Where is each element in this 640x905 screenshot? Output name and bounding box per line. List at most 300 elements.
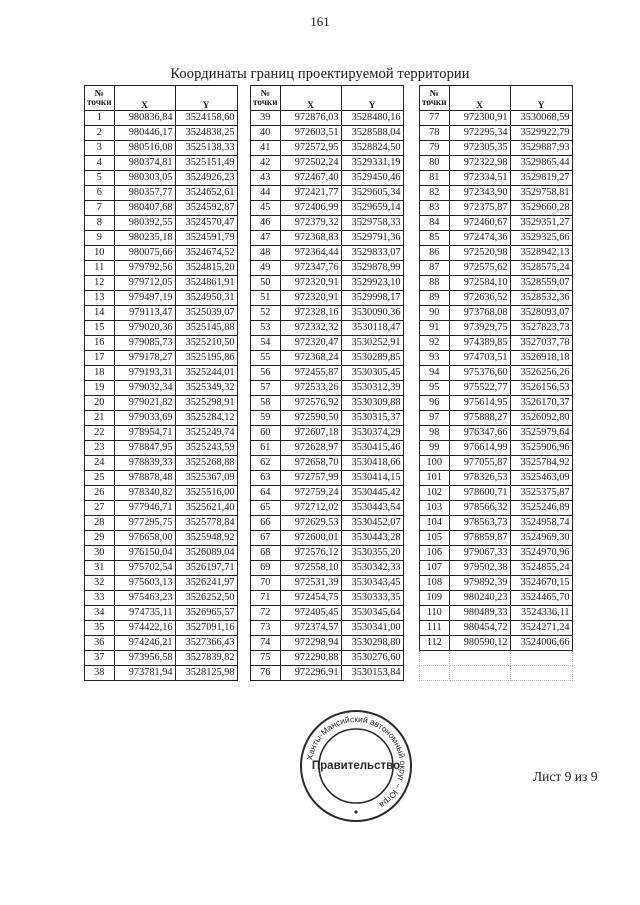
y-coordinate: 3530443,28 xyxy=(341,531,403,546)
y-coordinate: 3530252,91 xyxy=(341,336,403,351)
y-coordinate: 3525284,12 xyxy=(175,411,237,426)
table-row xyxy=(420,441,573,456)
table-row xyxy=(420,276,573,291)
point-number: 43 xyxy=(251,171,281,186)
x-coordinate: 972467,40 xyxy=(280,171,341,186)
y-coordinate: 3525516,00 xyxy=(175,486,237,501)
x-coordinate: 972474,36 xyxy=(449,231,510,246)
table-row xyxy=(85,321,238,336)
point-number: 87 xyxy=(420,261,450,276)
x-coordinate: 972572,95 xyxy=(280,141,341,156)
y-coordinate: 3529878,99 xyxy=(341,261,403,276)
x-coordinate: 972576,92 xyxy=(280,396,341,411)
x-coordinate: 979021,82 xyxy=(114,396,175,411)
y-coordinate: 3530298,80 xyxy=(341,636,403,651)
x-coordinate: 972320,47 xyxy=(280,336,341,351)
y-coordinate: 3530414,15 xyxy=(341,471,403,486)
x-coordinate: 972320,91 xyxy=(280,276,341,291)
table-row xyxy=(420,111,573,126)
x-coordinate: 972576,12 xyxy=(280,546,341,561)
x-coordinate: 975888,27 xyxy=(449,411,510,426)
point-number: 19 xyxy=(85,381,115,396)
y-coordinate: 3525948,92 xyxy=(175,531,237,546)
y-coordinate: 3526241,97 xyxy=(175,576,237,591)
point-number: 98 xyxy=(420,426,450,441)
point-number: 107 xyxy=(420,561,450,576)
x-coordinate: 980240,23 xyxy=(449,591,510,606)
y-coordinate: 3528942,13 xyxy=(510,246,572,261)
point-number: 102 xyxy=(420,486,450,501)
table-row xyxy=(420,666,573,681)
point-number: 109 xyxy=(420,591,450,606)
table-row xyxy=(251,366,404,381)
table-row xyxy=(251,396,404,411)
y-coordinate: 3530345,64 xyxy=(341,606,403,621)
table-row xyxy=(420,456,573,471)
x-coordinate: 974703,51 xyxy=(449,351,510,366)
table-row xyxy=(420,336,573,351)
y-coordinate: 3524970,96 xyxy=(510,546,572,561)
y-coordinate: 3529758,33 xyxy=(341,216,403,231)
table-row xyxy=(420,396,573,411)
table-row xyxy=(85,636,238,651)
point-number: 37 xyxy=(85,651,115,666)
point-number: 93 xyxy=(420,351,450,366)
table-row xyxy=(85,621,238,636)
table-row xyxy=(420,216,573,231)
point-number: 72 xyxy=(251,606,281,621)
y-coordinate: 3530343,45 xyxy=(341,576,403,591)
x-coordinate: 972502,24 xyxy=(280,156,341,171)
table-row xyxy=(420,591,573,606)
point-number: 45 xyxy=(251,201,281,216)
coordinates-table-3 xyxy=(419,85,573,681)
y-coordinate: 3530452,07 xyxy=(341,516,403,531)
point-number: 105 xyxy=(420,531,450,546)
x-coordinate: 976658,00 xyxy=(114,531,175,546)
point-number: 5 xyxy=(85,171,115,186)
table-row xyxy=(251,606,404,621)
table-row xyxy=(420,156,573,171)
x-coordinate: 978859,87 xyxy=(449,531,510,546)
table-row xyxy=(420,381,573,396)
x-coordinate: 979497,19 xyxy=(114,291,175,306)
point-number: 26 xyxy=(85,486,115,501)
table-row xyxy=(420,246,573,261)
y-coordinate: 3530374,29 xyxy=(341,426,403,441)
table-row xyxy=(251,171,404,186)
point-number: 20 xyxy=(85,396,115,411)
y-coordinate: 3526170,37 xyxy=(510,396,572,411)
x-coordinate: 972405,45 xyxy=(280,606,341,621)
point-number: 18 xyxy=(85,366,115,381)
y-coordinate: 3527823,73 xyxy=(510,321,572,336)
point-number: 95 xyxy=(420,381,450,396)
header-x: X xyxy=(449,86,510,111)
x-coordinate: 974246,21 xyxy=(114,636,175,651)
point-number: 71 xyxy=(251,591,281,606)
y-coordinate: 3525195,86 xyxy=(175,351,237,366)
table-row xyxy=(420,201,573,216)
table-row xyxy=(420,546,573,561)
x-coordinate: 972533,26 xyxy=(280,381,341,396)
point-number: 79 xyxy=(420,141,450,156)
point-number: 52 xyxy=(251,306,281,321)
y-coordinate: 3528480,16 xyxy=(341,111,403,126)
y-coordinate: 3529758,81 xyxy=(510,186,572,201)
point-number: 10 xyxy=(85,246,115,261)
table-row xyxy=(251,336,404,351)
point-number: 70 xyxy=(251,576,281,591)
y-coordinate: 3526256,26 xyxy=(510,366,572,381)
y-coordinate: 3527366,43 xyxy=(175,636,237,651)
table-row xyxy=(420,426,573,441)
y-coordinate: 3528093,07 xyxy=(510,306,572,321)
x-coordinate: 979020,36 xyxy=(114,321,175,336)
x-coordinate: 974735,11 xyxy=(114,606,175,621)
point-number xyxy=(420,666,450,681)
y-coordinate: 3525268,88 xyxy=(175,456,237,471)
y-coordinate: 3524006,66 xyxy=(510,636,572,651)
point-number: 47 xyxy=(251,231,281,246)
table-row xyxy=(85,576,238,591)
table-row xyxy=(251,486,404,501)
y-coordinate: 3524855,24 xyxy=(510,561,572,576)
header-x: X xyxy=(114,86,175,111)
point-number: 17 xyxy=(85,351,115,366)
y-coordinate: 3525778,84 xyxy=(175,516,237,531)
point-number: 35 xyxy=(85,621,115,636)
y-coordinate: 3529923,10 xyxy=(341,276,403,291)
table-row xyxy=(85,666,238,681)
x-coordinate: 972628,97 xyxy=(280,441,341,456)
table-row xyxy=(85,306,238,321)
y-coordinate: 3526156,53 xyxy=(510,381,572,396)
y-coordinate: 3530276,60 xyxy=(341,651,403,666)
table-row xyxy=(251,411,404,426)
table-row xyxy=(420,621,573,636)
point-number: 57 xyxy=(251,381,281,396)
x-coordinate: 980446,17 xyxy=(114,126,175,141)
x-coordinate: 972328,16 xyxy=(280,306,341,321)
x-coordinate: 979033,69 xyxy=(114,411,175,426)
header-y: Y xyxy=(510,86,572,111)
point-number: 2 xyxy=(85,126,115,141)
table-row xyxy=(85,516,238,531)
point-number: 34 xyxy=(85,606,115,621)
table-row xyxy=(420,561,573,576)
x-coordinate: 977946,71 xyxy=(114,501,175,516)
y-coordinate: 3528588,04 xyxy=(341,126,403,141)
y-coordinate: 3528559,07 xyxy=(510,276,572,291)
point-number: 81 xyxy=(420,171,450,186)
coordinates-table-1 xyxy=(84,85,238,681)
x-coordinate: 972290,88 xyxy=(280,651,341,666)
coordinates-tables xyxy=(84,85,585,678)
table-row xyxy=(420,606,573,621)
y-coordinate: 3525784,92 xyxy=(510,456,572,471)
government-seal xyxy=(298,708,414,824)
y-coordinate: 3530445,42 xyxy=(341,486,403,501)
x-coordinate: 977055,87 xyxy=(449,456,510,471)
point-number: 15 xyxy=(85,321,115,336)
x-coordinate: 972379,32 xyxy=(280,216,341,231)
x-coordinate: 973956,58 xyxy=(114,651,175,666)
x-coordinate: 975702,54 xyxy=(114,561,175,576)
y-coordinate: 3527839,82 xyxy=(175,651,237,666)
point-number: 96 xyxy=(420,396,450,411)
x-coordinate: 975522,77 xyxy=(449,381,510,396)
x-coordinate: 972368,83 xyxy=(280,231,341,246)
table-row xyxy=(420,231,573,246)
point-number: 16 xyxy=(85,336,115,351)
y-coordinate: 3530342,33 xyxy=(341,561,403,576)
y-coordinate: 3524926,23 xyxy=(175,171,237,186)
x-coordinate: 978839,33 xyxy=(114,456,175,471)
table-row xyxy=(420,516,573,531)
point-number: 54 xyxy=(251,336,281,351)
point-number: 31 xyxy=(85,561,115,576)
x-coordinate: 972759,24 xyxy=(280,486,341,501)
y-coordinate: 3529351,27 xyxy=(510,216,572,231)
sheet-number: Лист 9 из 9 xyxy=(533,769,598,784)
x-coordinate: 978563,73 xyxy=(449,516,510,531)
y-coordinate: 3525243,59 xyxy=(175,441,237,456)
point-number: 50 xyxy=(251,276,281,291)
x-coordinate: 978600,71 xyxy=(449,486,510,501)
table-row xyxy=(251,636,404,651)
y-coordinate: 3530309,88 xyxy=(341,396,403,411)
point-number: 33 xyxy=(85,591,115,606)
y-coordinate: 3528532,36 xyxy=(510,291,572,306)
point-number: 29 xyxy=(85,531,115,546)
table-row xyxy=(251,351,404,366)
seal-center-text: Правительство xyxy=(311,760,401,772)
x-coordinate: 975463,23 xyxy=(114,591,175,606)
point-number: 84 xyxy=(420,216,450,231)
x-coordinate: 972636,52 xyxy=(449,291,510,306)
point-number: 8 xyxy=(85,216,115,231)
table-row xyxy=(251,441,404,456)
x-coordinate: 978326,53 xyxy=(449,471,510,486)
point-number: 49 xyxy=(251,261,281,276)
point-number: 4 xyxy=(85,156,115,171)
x-coordinate: 972876,03 xyxy=(280,111,341,126)
point-number: 65 xyxy=(251,501,281,516)
x-coordinate: 972454,75 xyxy=(280,591,341,606)
point-number: 55 xyxy=(251,351,281,366)
y-coordinate: 3524158,60 xyxy=(175,111,237,126)
y-coordinate: 3525621,40 xyxy=(175,501,237,516)
table-row xyxy=(85,336,238,351)
table-row xyxy=(251,456,404,471)
x-coordinate: 973781,94 xyxy=(114,666,175,681)
y-coordinate: 3530289,85 xyxy=(341,351,403,366)
point-number: 12 xyxy=(85,276,115,291)
x-coordinate: 980392,55 xyxy=(114,216,175,231)
x-coordinate: 972600,01 xyxy=(280,531,341,546)
table-row xyxy=(251,591,404,606)
y-coordinate: 3529660,28 xyxy=(510,201,572,216)
y-coordinate: 3530333,35 xyxy=(341,591,403,606)
table-row xyxy=(85,156,238,171)
y-coordinate: 3524670,15 xyxy=(510,576,572,591)
point-number: 39 xyxy=(251,111,281,126)
header-y: Y xyxy=(175,86,237,111)
point-number: 27 xyxy=(85,501,115,516)
y-coordinate: 3529819,27 xyxy=(510,171,572,186)
y-coordinate: 3524969,30 xyxy=(510,531,572,546)
table-row xyxy=(251,111,404,126)
point-number: 97 xyxy=(420,411,450,426)
y-coordinate: 3524950,31 xyxy=(175,291,237,306)
x-coordinate: 980590,12 xyxy=(449,636,510,651)
point-number: 13 xyxy=(85,291,115,306)
x-coordinate: 972584,10 xyxy=(449,276,510,291)
table-row xyxy=(420,486,573,501)
table-row xyxy=(85,141,238,156)
y-coordinate: 3524861,91 xyxy=(175,276,237,291)
x-coordinate: 975603,13 xyxy=(114,576,175,591)
table-row xyxy=(85,501,238,516)
x-coordinate: 972421,77 xyxy=(280,186,341,201)
table-row xyxy=(420,321,573,336)
point-number: 86 xyxy=(420,246,450,261)
y-coordinate: 3529922,79 xyxy=(510,126,572,141)
table-row xyxy=(85,486,238,501)
coordinates-table-2 xyxy=(250,85,404,681)
point-number: 23 xyxy=(85,441,115,456)
y-coordinate: 3526918,18 xyxy=(510,351,572,366)
y-coordinate: 3524958,74 xyxy=(510,516,572,531)
header-y: Y xyxy=(341,86,403,111)
x-coordinate: 978878,48 xyxy=(114,471,175,486)
x-coordinate: 972343,90 xyxy=(449,186,510,201)
x-coordinate: 976614,99 xyxy=(449,441,510,456)
table-row xyxy=(251,531,404,546)
x-coordinate: 975614,95 xyxy=(449,396,510,411)
table-row xyxy=(251,426,404,441)
x-coordinate: 972296,91 xyxy=(280,666,341,681)
x-coordinate: 975376,60 xyxy=(449,366,510,381)
x-coordinate: 979892,39 xyxy=(449,576,510,591)
point-number: 108 xyxy=(420,576,450,591)
x-coordinate: 979193,31 xyxy=(114,366,175,381)
y-coordinate: 3525138,33 xyxy=(175,141,237,156)
table-row xyxy=(420,306,573,321)
table-row xyxy=(420,291,573,306)
point-number: 9 xyxy=(85,231,115,246)
x-coordinate: 972531,39 xyxy=(280,576,341,591)
point-number: 60 xyxy=(251,426,281,441)
x-coordinate: 977295,75 xyxy=(114,516,175,531)
y-coordinate: 3524336,11 xyxy=(510,606,572,621)
point-number: 44 xyxy=(251,186,281,201)
point-number: 110 xyxy=(420,606,450,621)
x-coordinate: 972305,35 xyxy=(449,141,510,156)
point-number: 69 xyxy=(251,561,281,576)
table-row xyxy=(420,636,573,651)
x-coordinate: 972712,02 xyxy=(280,501,341,516)
point-number: 32 xyxy=(85,576,115,591)
y-coordinate: 3524570,47 xyxy=(175,216,237,231)
y-coordinate: 3524838,25 xyxy=(175,126,237,141)
y-coordinate: 3530305,45 xyxy=(341,366,403,381)
x-coordinate: 972629,53 xyxy=(280,516,341,531)
x-coordinate: 979502,38 xyxy=(449,561,510,576)
x-coordinate: 972558,10 xyxy=(280,561,341,576)
point-number: 91 xyxy=(420,321,450,336)
table-row xyxy=(251,126,404,141)
x-coordinate: 972334,51 xyxy=(449,171,510,186)
table-row xyxy=(251,381,404,396)
table-row xyxy=(420,471,573,486)
point-number: 7 xyxy=(85,201,115,216)
point-number: 92 xyxy=(420,336,450,351)
table-row xyxy=(85,186,238,201)
table-row xyxy=(85,231,238,246)
x-coordinate: 972406,99 xyxy=(280,201,341,216)
y-coordinate: 3530418,66 xyxy=(341,456,403,471)
point-number: 78 xyxy=(420,126,450,141)
x-coordinate xyxy=(449,651,510,666)
point-number: 11 xyxy=(85,261,115,276)
x-coordinate: 979067,33 xyxy=(449,546,510,561)
point-number: 104 xyxy=(420,516,450,531)
point-number: 85 xyxy=(420,231,450,246)
table-row xyxy=(420,261,573,276)
y-coordinate: 3530341,00 xyxy=(341,621,403,636)
point-number: 42 xyxy=(251,156,281,171)
table-row xyxy=(85,651,238,666)
table-row xyxy=(251,261,404,276)
y-coordinate: 3528824,50 xyxy=(341,141,403,156)
point-number: 38 xyxy=(85,666,115,681)
point-number xyxy=(420,651,450,666)
point-number: 6 xyxy=(85,186,115,201)
y-coordinate: 3530118,47 xyxy=(341,321,403,336)
x-coordinate: 980303,05 xyxy=(114,171,175,186)
table-row xyxy=(251,306,404,321)
table-row xyxy=(251,561,404,576)
point-number: 53 xyxy=(251,321,281,336)
y-coordinate: 3529331,19 xyxy=(341,156,403,171)
x-coordinate: 972607,18 xyxy=(280,426,341,441)
y-coordinate: 3530443,54 xyxy=(341,501,403,516)
y-coordinate: 3527091,16 xyxy=(175,621,237,636)
x-coordinate: 973768,08 xyxy=(449,306,510,321)
x-coordinate: 972658,70 xyxy=(280,456,341,471)
x-coordinate: 972575,62 xyxy=(449,261,510,276)
x-coordinate: 979178,27 xyxy=(114,351,175,366)
x-coordinate: 972590,50 xyxy=(280,411,341,426)
point-number: 90 xyxy=(420,306,450,321)
y-coordinate: 3525979,64 xyxy=(510,426,572,441)
y-coordinate: 3530068,59 xyxy=(510,111,572,126)
table-row xyxy=(251,231,404,246)
point-number: 75 xyxy=(251,651,281,666)
y-coordinate: 3524592,87 xyxy=(175,201,237,216)
y-coordinate: 3529791,36 xyxy=(341,231,403,246)
table-row xyxy=(85,171,238,186)
table-row xyxy=(85,411,238,426)
y-coordinate: 3525298,91 xyxy=(175,396,237,411)
point-number: 59 xyxy=(251,411,281,426)
table-row xyxy=(85,381,238,396)
table-row xyxy=(251,141,404,156)
y-coordinate: 3529605,34 xyxy=(341,186,403,201)
point-number: 1 xyxy=(85,111,115,126)
